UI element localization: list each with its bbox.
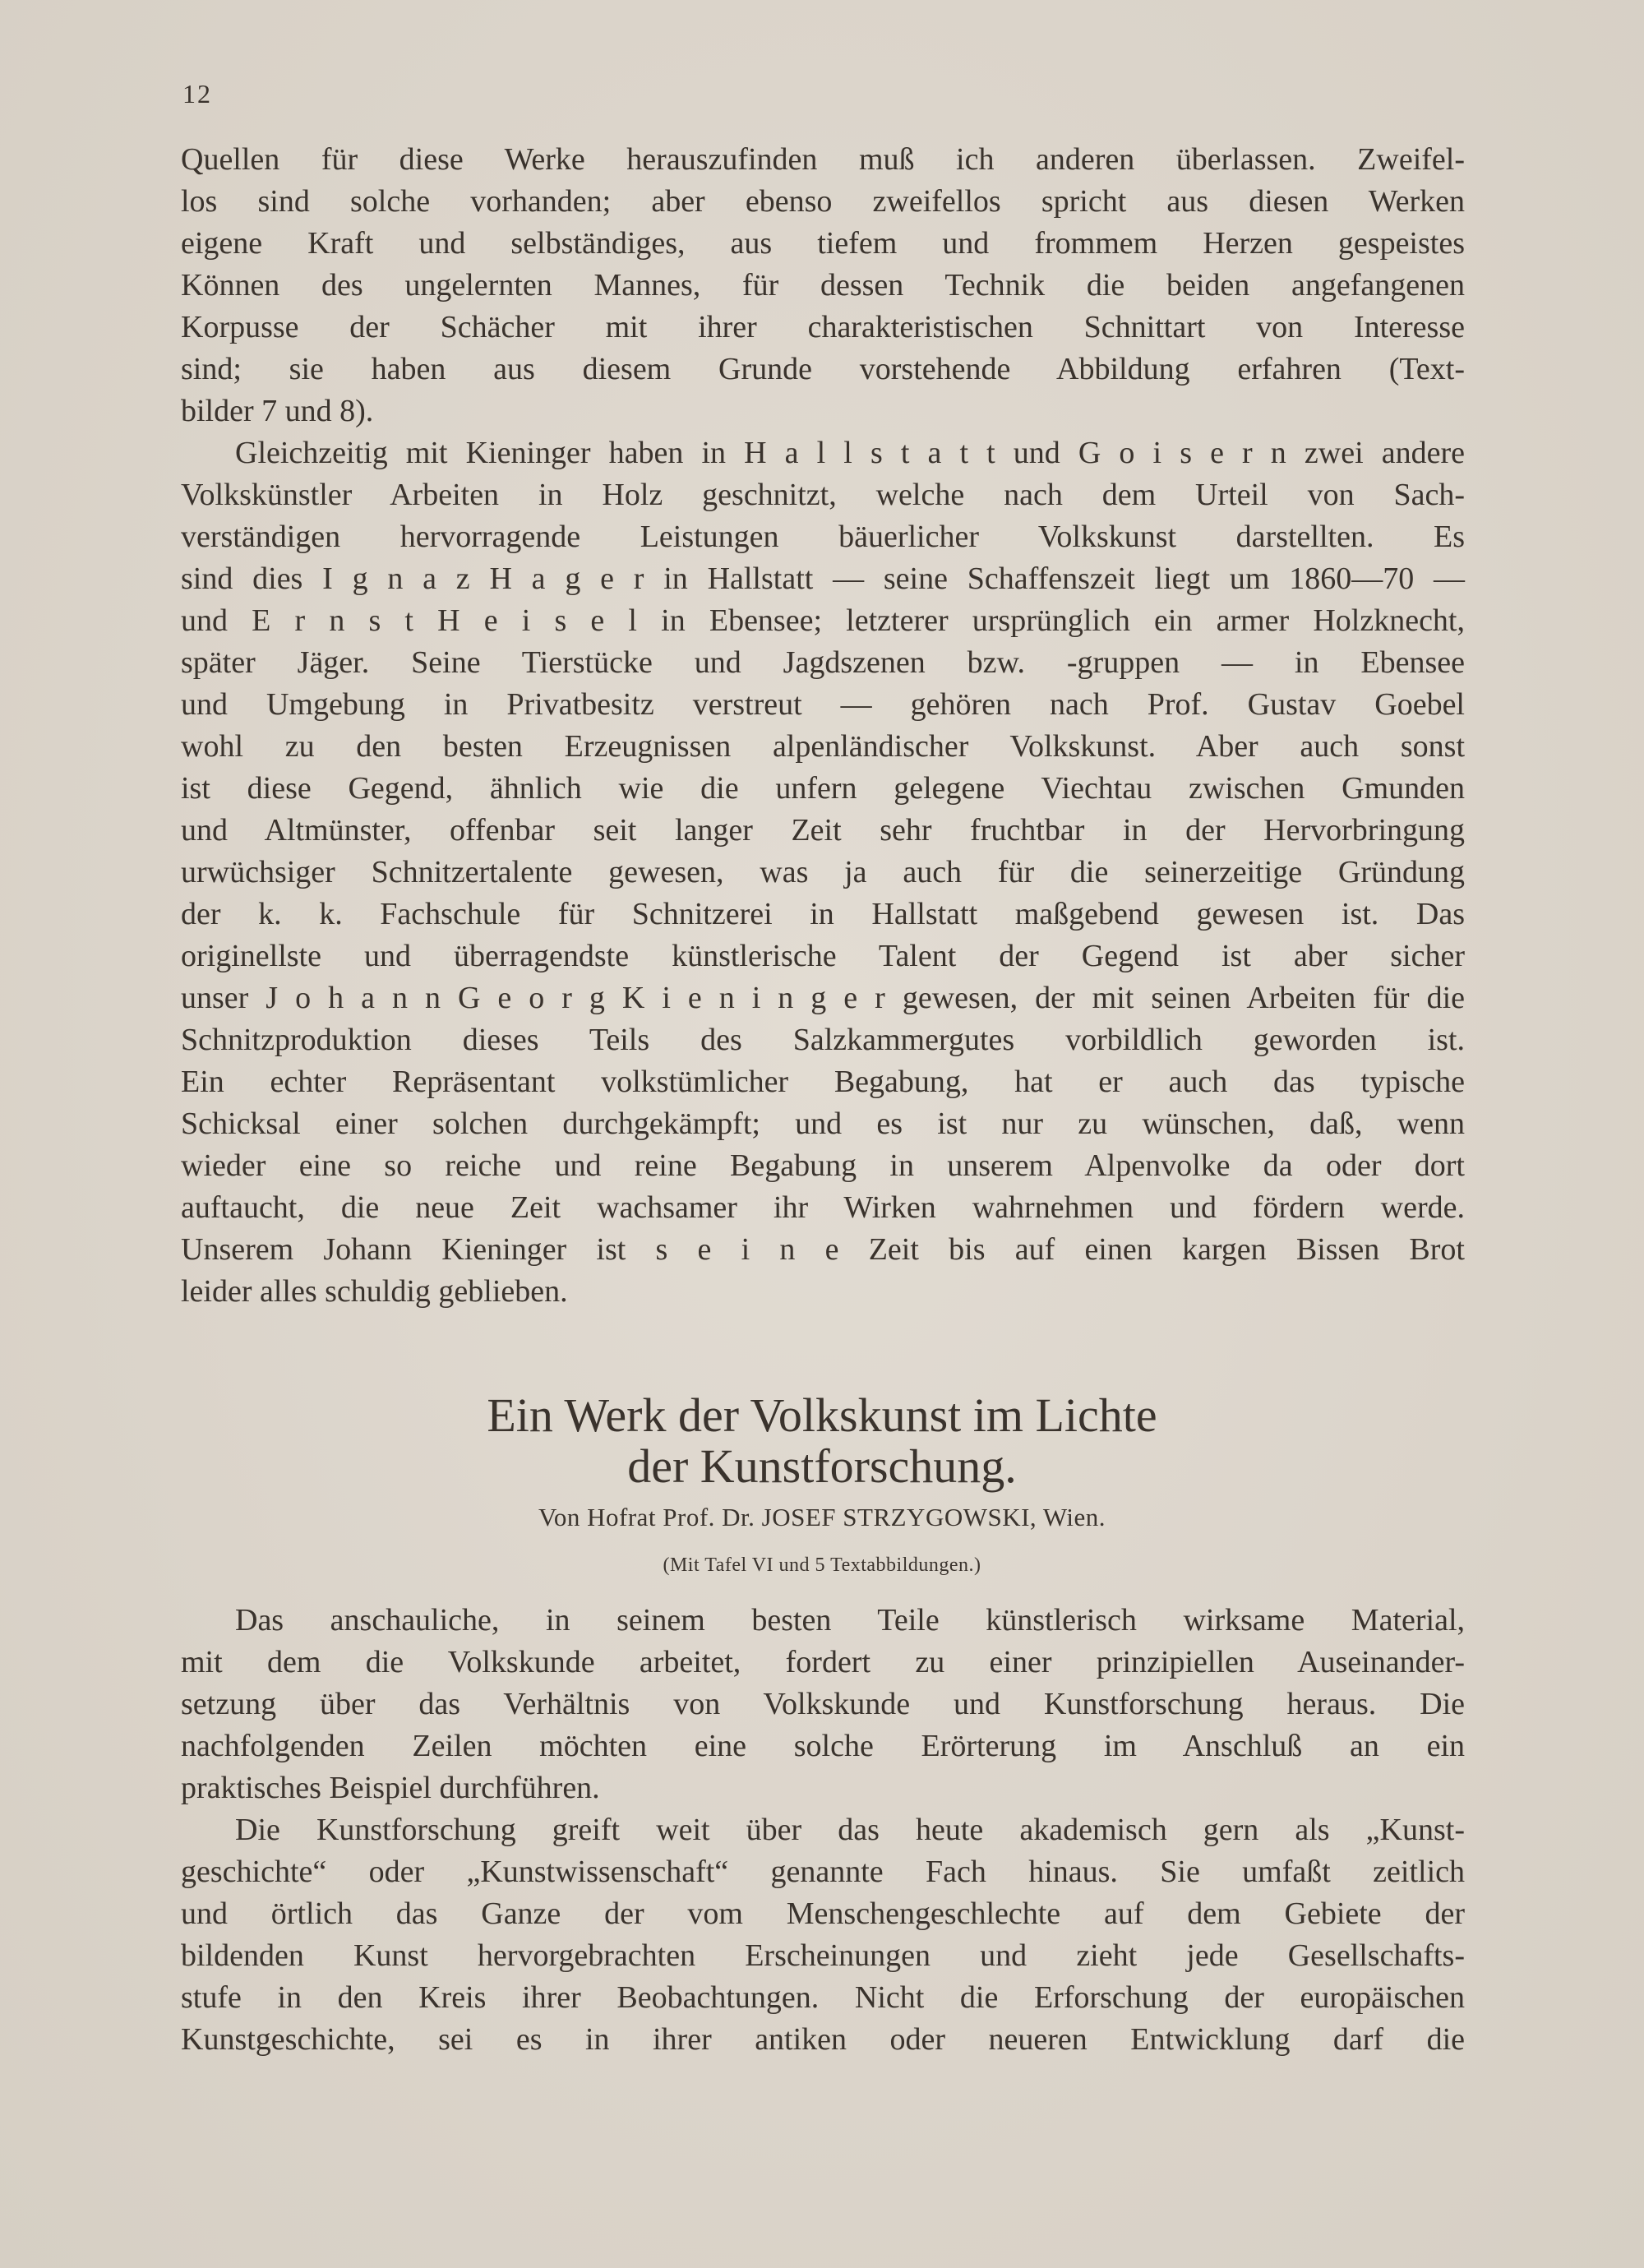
text-line: Gleichzeitig mit Kieninger haben in H a l l s t a t t und G o i s e r n zwei andere <box>235 436 1465 470</box>
text-line: und Altmünster, offenbar seit langer Zeit sehr fruchtbar in der Hervorbringung <box>181 813 1465 848</box>
text-line: Das anschauliche, in seinem besten Teile künstlerisch wirksame Material, <box>235 1603 1465 1637</box>
text-line: Ein echter Repräsentant volkstümlicher Begabung, hat er auch das typische <box>181 1065 1465 1099</box>
text-line: wieder eine so reiche und reine Begabung in unserem Alpenvolke da oder dort <box>181 1148 1465 1183</box>
article-title-line-2: der Kunstforschung. <box>627 1439 1017 1493</box>
text-line: und örtlich das Ganze der vom Menschengeschlechte auf dem Gebiete der <box>181 1896 1465 1931</box>
text-line: verständigen hervorragende Leistungen bäuerlicher Volkskunst darstellten. Es <box>181 520 1465 554</box>
article-title-line-1: Ein Werk der Volkskunst im Lichte <box>487 1388 1157 1442</box>
text-line: Kunstgeschichte, sei es in ihrer antiken oder neueren Entwicklung darf die <box>181 2022 1465 2057</box>
paragraph-4 <box>181 1809 1465 2061</box>
text-line: Volkskünstler Arbeiten in Holz geschnitzt, welche nach dem Urteil von Sach- <box>181 478 1465 512</box>
text-line: der k. k. Fachschule für Schnitzerei in Hallstatt maßgebend gewesen ist. Das <box>181 897 1465 931</box>
page-number: 12 <box>182 79 212 109</box>
text-line: bilder 7 und 8). <box>181 394 374 428</box>
text-line: bildenden Kunst hervorgebrachten Erscheinungen und zieht jede Gesellschafts- <box>181 1938 1465 1973</box>
text-line: und E r n s t H e i s e l in Ebensee; letzterer ursprünglich ein armer Holzknecht, <box>181 603 1465 638</box>
text-line: später Jäger. Seine Tierstücke und Jagdszenen bzw. -gruppen — in Ebensee <box>181 645 1465 680</box>
text-line: sind; sie haben aus diesem Grunde vorstehende Abbildung erfahren (Text- <box>181 352 1465 386</box>
text-line: geschichte“ oder „Kunstwissenschaft“ genannte Fach hinaus. Sie umfaßt zeitlich <box>181 1855 1465 1889</box>
article-author: Von Hofrat Prof. Dr. JOSEF STRZYGOWSKI, Wien. <box>538 1503 1106 1531</box>
text-line: wohl zu den besten Erzeugnissen alpenländischer Volkskunst. Aber auch sonst <box>181 729 1465 764</box>
text-line: Quellen für diese Werke herauszufinden muß ich anderen überlassen. Zweifel- <box>181 142 1465 177</box>
paragraph-3 <box>181 1600 1465 1809</box>
text-line: stufe in den Kreis ihrer Beobachtungen. Nicht die Erforschung der europäischen <box>181 1980 1465 2015</box>
text-line: mit dem die Volkskunde arbeitet, fordert zu einer prinzipiellen Auseinander- <box>181 1645 1465 1679</box>
text-line: setzung über das Verhältnis von Volkskunde und Kunstforschung heraus. Die <box>181 1687 1465 1721</box>
text-line: leider alles schuldig geblieben. <box>181 1274 568 1309</box>
text-line: Die Kunstforschung greift weit über das heute akademisch gern als „Kunst- <box>235 1813 1465 1847</box>
text-line: Schicksal einer solchen durchgekämpft; und es ist nur zu wünschen, daß, wenn <box>181 1106 1465 1141</box>
text-line: Korpusse der Schächer mit ihrer charakteristischen Schnittart von Interesse <box>181 310 1465 344</box>
text-line: Können des ungelernten Mannes, für dessen Technik die beiden angefangenen <box>181 268 1465 303</box>
article-title <box>0 1390 1644 1492</box>
text-line: los sind solche vorhanden; aber ebenso zweifellos spricht aus diesen Werken <box>181 184 1465 219</box>
text-line: urwüchsiger Schnitzertalente gewesen, was ja auch für die seinerzeitige Gründung <box>181 855 1465 889</box>
text-line: unser J o h a n n G e o r g K i e n i n g e r gewesen, der mit seinen Arbeiten für die <box>181 981 1465 1015</box>
text-line: und Umgebung in Privatbesitz verstreut — gehören nach Prof. Gustav Goebel <box>181 687 1465 722</box>
text-line: sind dies I g n a z H a g e r in Hallstatt — seine Schaffenszeit liegt um 1860—70 — <box>181 561 1465 596</box>
text-line: Schnitzproduktion dieses Teils des Salzkammergutes vorbildlich geworden ist. <box>181 1023 1465 1057</box>
paragraph-2 <box>181 432 1465 1313</box>
text-line: eigene Kraft und selbständiges, aus tiefem und frommem Herzen gespeistes <box>181 226 1465 261</box>
paragraph-1 <box>181 139 1465 432</box>
text-line: nachfolgenden Zeilen möchten eine solche Erörterung im Anschluß an ein <box>181 1729 1465 1763</box>
text-line: Unserem Johann Kieninger ist s e i n e Zeit bis auf einen kargen Bissen Brot <box>181 1232 1465 1267</box>
article-note: (Mit Tafel VI und 5 Textabbildungen.) <box>663 1554 981 1576</box>
text-line: praktisches Beispiel durchführen. <box>181 1771 600 1805</box>
text-line: originellste und überragendste künstlerische Talent der Gegend ist aber sicher <box>181 939 1465 973</box>
text-line: ist diese Gegend, ähnlich wie die unfern gelegene Viechtau zwischen Gmunden <box>181 771 1465 806</box>
text-line: auftaucht, die neue Zeit wachsamer ihr Wirken wahrnehmen und fördern werde. <box>181 1190 1465 1225</box>
